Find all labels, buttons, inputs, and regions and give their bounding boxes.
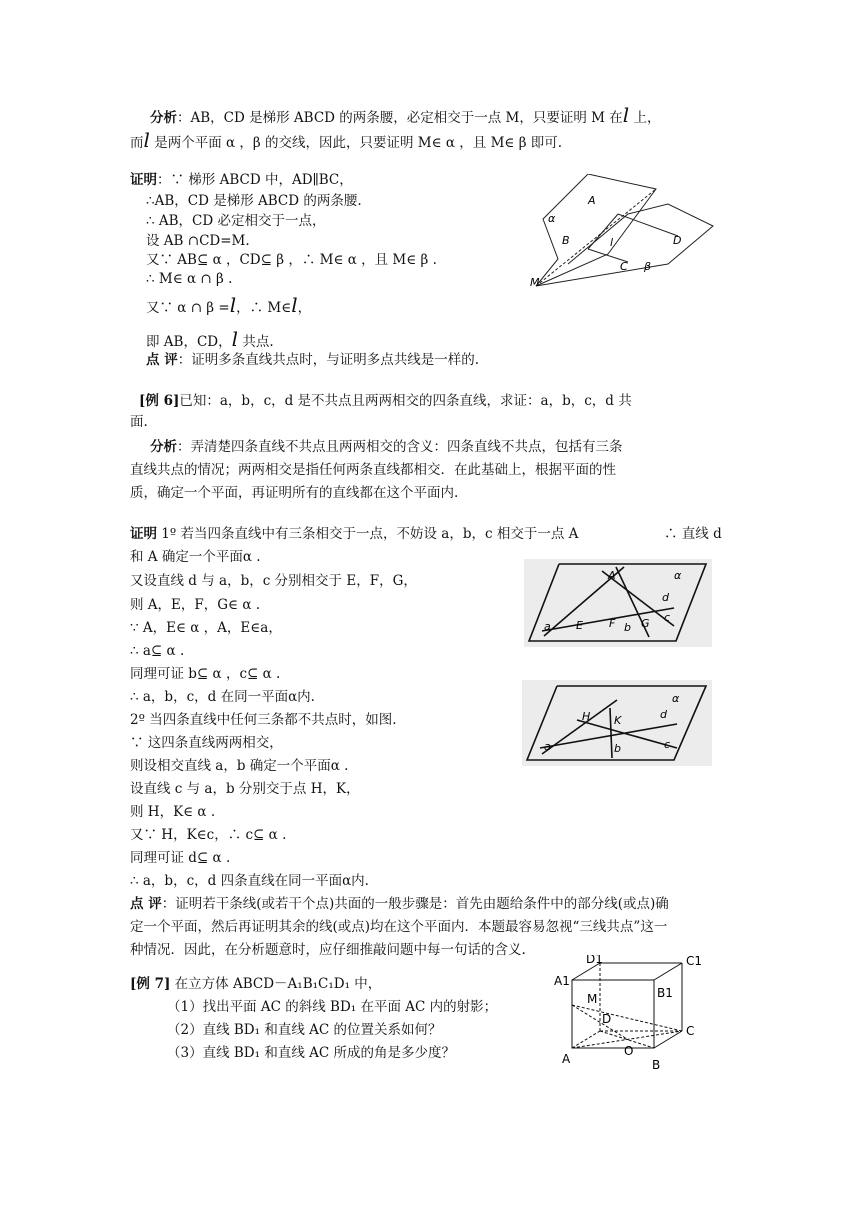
label-A1: A1 bbox=[554, 974, 570, 988]
proof2-line-15: 同理可证 d⊆ α . bbox=[130, 850, 231, 866]
line-a bbox=[542, 700, 617, 754]
proof2-comment-line-2: 定一个平面，然后再证明其余的线(或点)均在这个平面内．本题最容易忽视“三线共点”这一 bbox=[130, 919, 668, 935]
label-a: a bbox=[544, 740, 551, 753]
proof-line-1: 证明：∵ 梯形 ABCD 中，AD∥BC， bbox=[130, 172, 353, 188]
analysis-paragraph-line-1: 分析：AB，CD 是梯形 ABCD 的两条腰，必定相交于一点 M，只要证明 M 在l 上， bbox=[150, 103, 661, 127]
label-O: O bbox=[624, 1044, 634, 1058]
proof2-line-1: 证明 1º 若当四条直线中有三条相交于一点，不妨设 a，b，c 相交于一点 A bbox=[130, 526, 579, 542]
example7-question-3: （3）直线 BD₁ 和直线 AC 所成的角是多少度？ bbox=[167, 1045, 455, 1061]
proof-line-8: 即 AB，CD，l 共点. bbox=[146, 327, 274, 351]
proof2-comment-label: 点 评 bbox=[130, 896, 162, 912]
line-d bbox=[540, 724, 677, 748]
label-D: D bbox=[673, 234, 682, 247]
line-l bbox=[536, 189, 656, 286]
label-alpha: α bbox=[672, 692, 680, 705]
proof2-comment-line-1: 点 评：证明若干条线(或若干个点)共面的一般步骤是：首先由题给条件中的部分线(或点)确 bbox=[130, 896, 669, 912]
proof-line-6: ∴ M∈ α ∩ β . bbox=[146, 271, 233, 287]
example6-analysis-line-3: 质，确定一个平面，再证明所有的直线都在这个平面内. bbox=[130, 485, 459, 501]
example7-line-1: [例 7] 在立方体 ABCD－A₁B₁C₁D₁ 中， bbox=[130, 976, 382, 992]
proof2-line-9: 2º 当四条直线中任何三条都不共点时，如图. bbox=[130, 712, 397, 728]
label-A: A bbox=[562, 1052, 571, 1066]
example6-analysis-line-1: 分析：弄清楚四条直线不共点且两两相交的含义：四条直线不共点，包括有三条 bbox=[150, 439, 623, 455]
label-K: K bbox=[614, 714, 622, 727]
label-C: C bbox=[686, 1024, 695, 1038]
proof2-line-2: 和 A 确定一个平面α . bbox=[130, 549, 261, 565]
label-l: l bbox=[610, 236, 614, 249]
cube-front-face bbox=[572, 980, 654, 1048]
label-b: b bbox=[614, 742, 621, 755]
example7-question-1: （1）找出平面 AC 的斜线 BD₁ 在平面 AC 内的射影； bbox=[167, 999, 498, 1015]
proof2-line-13: 则 H，K∈ α . bbox=[130, 804, 216, 820]
label-C1: C1 bbox=[686, 955, 703, 968]
label-a: a bbox=[544, 620, 551, 633]
label-c: c bbox=[664, 738, 671, 751]
proof-line-4: 设 AB ∩CD=M. bbox=[146, 233, 250, 249]
segment-mc bbox=[572, 1005, 682, 1031]
label-A: A bbox=[608, 569, 616, 582]
example6-tag: [例 6] bbox=[139, 393, 180, 409]
edge-a-d bbox=[572, 1031, 600, 1048]
proof2-line-3: 又设直线 d 与 a，b，c 分别相交于 E，F，G， bbox=[130, 573, 417, 589]
proof2-line-8: ∴ a，b，c，d 在同一平面α内. bbox=[130, 689, 315, 705]
example7-tag: [例 7] bbox=[130, 976, 171, 992]
label-b: b bbox=[624, 621, 631, 634]
label-M: M bbox=[530, 276, 540, 289]
example6-analysis-label: 分析 bbox=[150, 439, 177, 455]
line-c bbox=[577, 720, 677, 748]
proof2-line-5: ∵ A，E∈ α ，A，E∈a， bbox=[130, 620, 282, 636]
label-M: M bbox=[587, 992, 598, 1006]
proof-line-5: 又∵ AB⊆ α ，CD⊆ β ，∴ M∈ α ，且 M∈ β . bbox=[146, 252, 437, 268]
example7-question-2: （2）直线 BD₁ 和直线 AC 的位置关系如何？ bbox=[167, 1022, 442, 1038]
figure-pairwise-lines bbox=[522, 680, 712, 766]
label-beta: β bbox=[644, 260, 652, 273]
line-b bbox=[610, 708, 612, 758]
proof2-line-11: 则设相交直线 a，b 确定一个平面α . bbox=[130, 758, 349, 774]
example6-line-1: [例 6]已知：a，b，c，d 是不共点且两两相交的四条直线，求证：a，b，c，d 共 bbox=[139, 393, 632, 409]
proof-line-2: ∴AB，CD 是梯形 ABCD 的两条腰. bbox=[146, 193, 362, 209]
label-B: B bbox=[562, 234, 570, 247]
proof2-line-1-tail: ∴ 直线 d bbox=[664, 526, 722, 542]
analysis-label: 分析 bbox=[150, 110, 177, 126]
label-A: A bbox=[588, 194, 596, 207]
label-D: D bbox=[602, 1012, 612, 1026]
proof2-line-10: ∵ 这四条直线两两相交， bbox=[130, 735, 283, 751]
label-c: c bbox=[664, 611, 671, 624]
proof-line-3: ∴ AB，CD 必定相交于一点， bbox=[146, 213, 326, 229]
label-alpha: α bbox=[548, 212, 556, 225]
example6-line-2: 面. bbox=[130, 414, 148, 430]
analysis-paragraph-line-2: 而l 是两个平面 α ，β 的交线，因此，只要证明 M∈ α ，且 M∈ β 即可. bbox=[130, 128, 563, 152]
figure-concurrent-lines bbox=[524, 559, 712, 647]
proof2-line-14: 又∵ H，K∈c，∴ c⊆ α . bbox=[130, 827, 287, 843]
proof2-line-16: ∴ a，b，c，d 四条直线在同一平面α内. bbox=[130, 873, 369, 889]
label-G: G bbox=[641, 617, 650, 630]
proof2-comment-line-3: 种情况．因此，在分析题意时，应仔细推敲问题中每一句话的含义. bbox=[130, 942, 526, 958]
segment-ad bbox=[618, 214, 678, 236]
label-D1: D1 bbox=[586, 955, 603, 966]
proof2-line-6: ∴ a⊆ α . bbox=[130, 643, 185, 659]
label-C: C bbox=[620, 260, 628, 273]
label-alpha: α bbox=[674, 569, 682, 582]
proof2-line-12: 设直线 c 与 a，b 分别交于点 H，K， bbox=[130, 781, 360, 797]
edge-b1-c1 bbox=[654, 963, 682, 980]
figure-cube bbox=[552, 955, 722, 1075]
label-B1: B1 bbox=[657, 986, 673, 1000]
comment-line: 点 评：证明多条直线共点时，与证明多点共线是一样的. bbox=[146, 352, 479, 368]
proof2-line-4: 则 A，E，F，G∈ α . bbox=[130, 597, 261, 613]
label-F: F bbox=[609, 617, 616, 630]
figure-two-planes bbox=[528, 174, 718, 289]
example6-analysis-line-2: 直线共点的情况；两两相交是指任何两条直线都相交．在此基础上，根据平面的性 bbox=[130, 462, 616, 478]
label-E: E bbox=[576, 619, 583, 632]
comment-label: 点 评 bbox=[146, 352, 178, 368]
proof-line-7: 又∵ α ∩ β =l，∴ M∈l， bbox=[146, 293, 312, 317]
label-d: d bbox=[660, 708, 667, 721]
label-B: B bbox=[652, 1058, 661, 1072]
proof2-label: 证明 bbox=[130, 526, 157, 542]
label-d: d bbox=[662, 591, 669, 604]
proof2-line-7: 同理可证 b⊆ α ，c⊆ α . bbox=[130, 666, 281, 682]
proof-label: 证明 bbox=[130, 172, 157, 188]
label-H: H bbox=[582, 710, 591, 723]
